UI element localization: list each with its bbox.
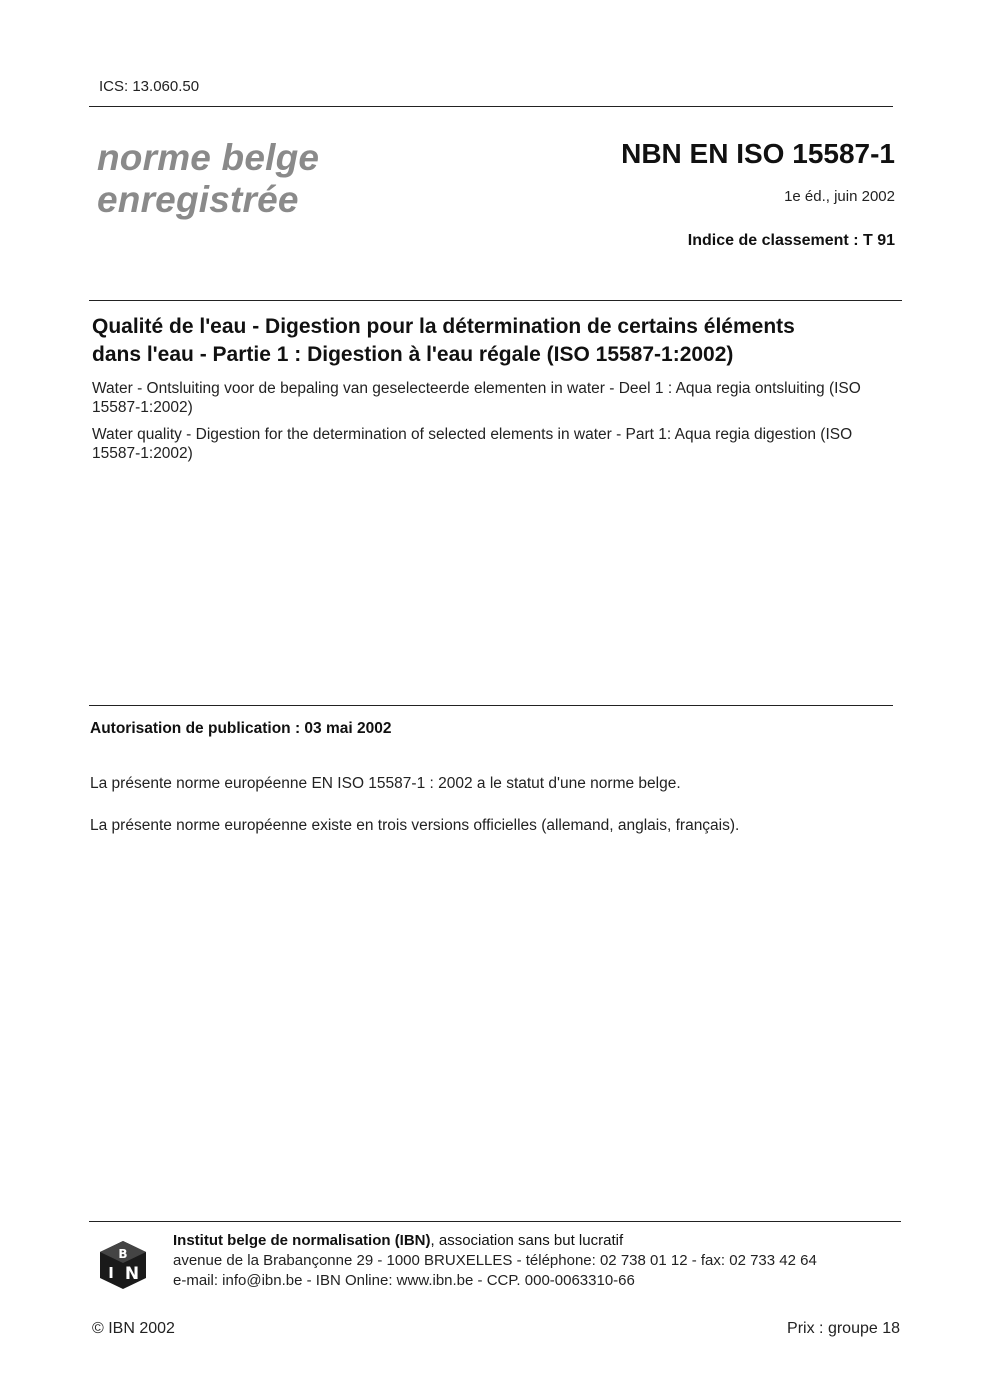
publication-authorisation: Autorisation de publication : 03 mai 2002 xyxy=(90,720,392,737)
institute-name-line xyxy=(173,1232,623,1249)
footer-divider xyxy=(89,1221,901,1222)
edition-date: 1e éd., juin 2002 xyxy=(784,188,895,205)
status-paragraph: La présente norme européenne EN ISO 15587-1 : 2002 a le statut d'une norme belge. xyxy=(90,775,681,792)
institute-type: , association sans but lucratif xyxy=(430,1232,624,1249)
french-title-line-2: dans l'eau - Partie 1 : Digestion à l'eau régale (ISO 15587-1:2002) xyxy=(92,343,734,366)
norme-line-1: norme belge xyxy=(97,137,320,178)
versions-paragraph: La présente norme européenne existe en trois versions officielles (allemand, anglais, français). xyxy=(90,817,740,834)
svg-text:B: B xyxy=(118,1247,128,1261)
english-title: Water quality - Digestion for the determination of selected elements in water - Part 1: Aqua regia digestion (ISO 15587-1:2002) xyxy=(92,426,853,462)
institute-name: Institut belge de normalisation (IBN) xyxy=(173,1232,431,1249)
standard-code: NBN EN ISO 15587-1 xyxy=(621,138,895,169)
top-divider xyxy=(89,106,893,107)
norme-belge-label xyxy=(97,137,319,221)
svg-text:I: I xyxy=(108,1264,114,1282)
svg-text:N: N xyxy=(124,1264,140,1284)
norme-line-2: enregistrée xyxy=(97,179,299,220)
copyright-notice: © IBN 2002 xyxy=(92,1320,175,1337)
publication-divider xyxy=(89,705,893,706)
french-title xyxy=(92,313,902,369)
ibn-logo-icon xyxy=(96,1238,150,1292)
dutch-title: Water - Ontsluiting voor de bepaling van geselecteerde elementen in water - Deel 1 : Aqua regia ontsluiting (ISO 15587-1:2002) xyxy=(92,380,861,416)
price-group: Prix : groupe 18 xyxy=(787,1320,900,1337)
classification-index: Indice de classement : T 91 xyxy=(687,232,895,249)
title-divider xyxy=(89,300,902,301)
institute-contact: e-mail: info@ibn.be - IBN Online: www.ibn.be - CCP. 000-0063310-66 xyxy=(173,1272,635,1289)
ics-code: ICS: 13.060.50 xyxy=(99,78,200,95)
french-title-line-1: Qualité de l'eau - Digestion pour la détermination de certains éléments xyxy=(92,315,795,338)
institute-address: avenue de la Brabançonne 29 - 1000 BRUXELLES - téléphone: 02 738 01 12 - fax: 02 733 42 64 xyxy=(173,1252,817,1269)
